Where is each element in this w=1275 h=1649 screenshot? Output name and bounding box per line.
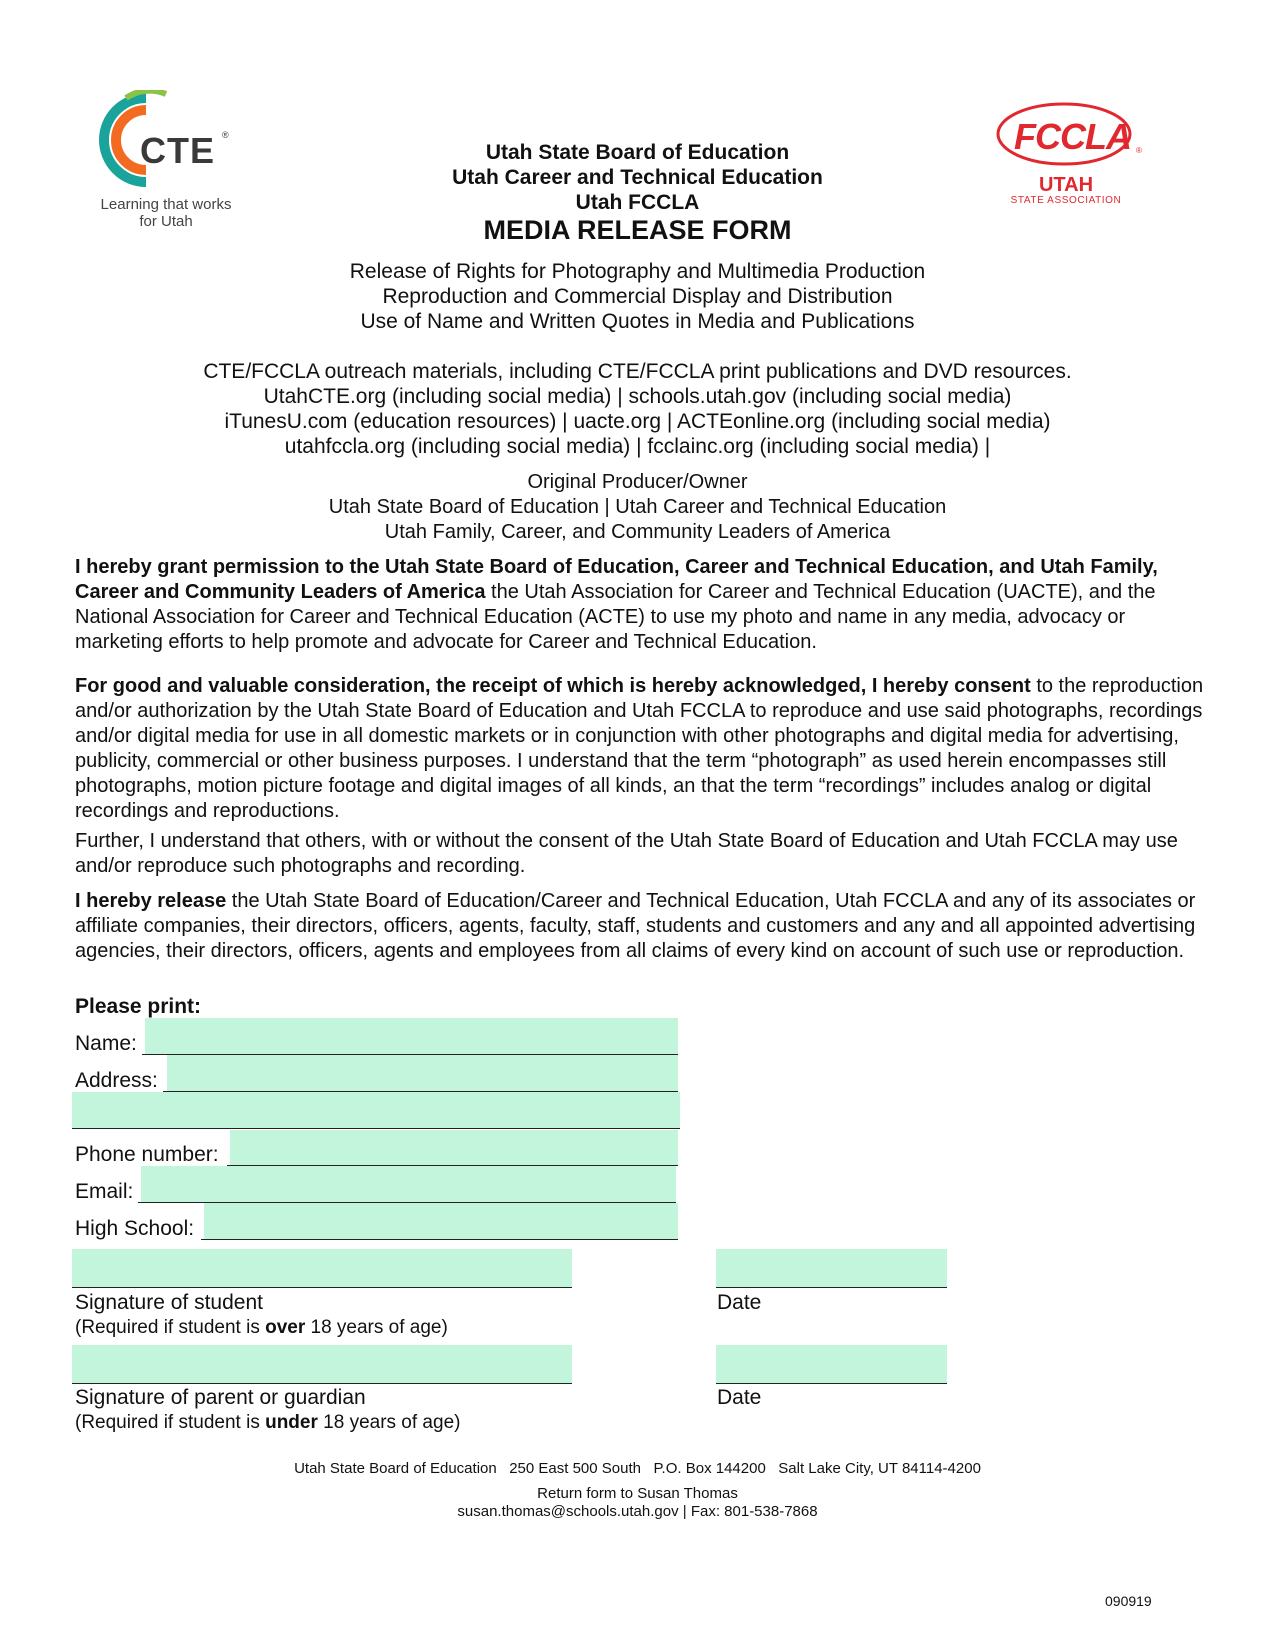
student-date-line	[716, 1287, 947, 1288]
footer-address: Utah State Board of Education 250 East 500 South P.O. Box 144200 Salt Lake City, UT 84114-4200	[294, 1460, 981, 1477]
paragraph-permission	[75, 555, 1205, 655]
org-line-3: Utah FCCLA	[575, 191, 700, 214]
parent-note-post: 18 years of age)	[317, 1412, 461, 1433]
cte-wordmark: CTE	[140, 130, 215, 171]
name-field[interactable]	[145, 1018, 678, 1054]
high-school-field[interactable]	[204, 1203, 678, 1239]
release-text: the Utah State Board of Education/Career and Technical Education, Utah FCCLA and any of its associates or affiliate companies, their directors, officers, agents, faculty, staff, students and customers and any and all appointed advertising agencies, their directors, officers, agents and employees from all claims of every kind on account of such use or reproduction.	[75, 890, 1196, 962]
page-title: MEDIA RELEASE FORM	[483, 215, 792, 245]
email-field[interactable]	[141, 1166, 676, 1202]
paragraph-release	[75, 889, 1205, 964]
parent-signature-note	[75, 1412, 460, 1434]
phone-label: Phone number:	[75, 1143, 219, 1166]
student-signature-field[interactable]	[72, 1249, 572, 1287]
student-signature-label: Signature of student	[75, 1291, 263, 1314]
parent-note-pre: (Required if student is	[75, 1412, 266, 1433]
consent-text: to the reproduction and/or authorization by the Utah State Board of Education and Utah FCCLA to reproduce and use said photographs, recordings and/or digital media for use in all domestic markets or in conjunction with other photographs and digital media for advertising, publicity, commercial or other business purposes. I understand that the term “photograph” as used herein encompasses still photographs, motion picture footage and digital images of all kinds, an that the term “recordings” includes analog or digital recordings and reproductions.	[75, 675, 1204, 822]
producer-line-2: Utah Family, Career, and Community Leaders of America	[384, 521, 891, 543]
outlet-line-3: iTunesU.com (education resources) | uacte.org | ACTEonline.org (including social media)	[224, 410, 1051, 433]
permission-bold: I hereby grant permission to the Utah State Board of Education, Career and Technical Education, and Utah Family, Career and Community Leaders of America	[75, 556, 1158, 603]
parent-signature-field[interactable]	[72, 1345, 572, 1383]
org-line-2: Utah Career and Technical Education	[452, 166, 823, 189]
release-line-3: Use of Name and Written Quotes in Media and Publications	[360, 310, 915, 333]
paragraph-consent	[75, 674, 1205, 824]
permission-text: the Utah Association for Career and Technical Education (UACTE), and the National Association for Career and Technical Education (ACTE) to use my photo and name in any media, advocacy or marketing efforts to help promote and advocate for Career and Technical Education.	[75, 581, 1156, 653]
footer-contact: susan.thomas@schools.utah.gov | Fax: 801-538-7868	[457, 1503, 818, 1520]
fccla-state: UTAH	[1038, 174, 1094, 196]
student-note-post: 18 years of age)	[305, 1317, 448, 1338]
form-code: 090919	[1105, 1593, 1152, 1609]
producer-heading: Original Producer/Owner	[527, 471, 748, 493]
student-signature-line	[72, 1287, 572, 1288]
producer-line-1: Utah State Board of Education | Utah Career and Technical Education	[328, 496, 947, 518]
fccla-association: STATE ASSOCIATION	[1010, 195, 1122, 206]
release-line-2: Reproduction and Commercial Display and Distribution	[382, 285, 893, 308]
outlet-line-1: CTE/FCCLA outreach materials, including CTE/FCCLA print publications and DVD resources.	[203, 360, 1072, 383]
org-line-1: Utah State Board of Education	[485, 141, 790, 164]
high-school-underline	[201, 1239, 678, 1240]
student-note-pre: (Required if student is	[75, 1317, 266, 1338]
high-school-label: High School:	[75, 1217, 195, 1240]
parent-date-field[interactable]	[716, 1345, 947, 1383]
student-date-label: Date	[717, 1291, 762, 1314]
outlet-line-4: utahfccla.org (including social media) | fcclainc.org (including social media) |	[284, 435, 991, 458]
name-label: Name:	[75, 1032, 137, 1055]
parent-signature-label: Signature of parent or guardian	[75, 1386, 366, 1409]
footer-return-to: Return form to Susan Thomas	[537, 1485, 738, 1502]
parent-signature-line	[72, 1383, 572, 1384]
email-label: Email:	[75, 1180, 134, 1203]
cte-tagline-line-1: Learning that works	[100, 196, 232, 213]
parent-note-bold: under	[265, 1412, 318, 1433]
consent-bold: For good and valuable consideration, the receipt of which is hereby acknowledged, I hereby consent	[75, 675, 1031, 697]
fccla-wordmark: FCCLA	[1014, 116, 1131, 157]
release-line-1: Release of Rights for Photography and Multimedia Production	[349, 260, 926, 283]
cte-tagline-line-2: for Utah	[139, 213, 193, 230]
student-note-bold: over	[265, 1317, 306, 1338]
address-field-line-2[interactable]	[72, 1092, 680, 1128]
phone-field[interactable]	[230, 1130, 678, 1166]
student-signature-note	[75, 1317, 448, 1339]
address-field-line-1[interactable]	[167, 1055, 678, 1091]
parent-date-line	[716, 1383, 947, 1384]
paragraph-further: Further, I understand that others, with or without the consent of the Utah State Board of Education and Utah FCCLA may use and/or reproduce such photographs and recording.	[75, 830, 1178, 877]
cte-registered-mark: ®	[222, 130, 229, 140]
address-underline-2	[72, 1128, 680, 1129]
release-bold: I hereby release	[75, 890, 227, 912]
parent-date-label: Date	[717, 1386, 762, 1409]
fccla-registered-mark: ®	[1136, 146, 1142, 155]
please-print-heading: Please print:	[75, 995, 202, 1018]
student-date-field[interactable]	[716, 1249, 947, 1287]
outlet-line-2: UtahCTE.org (including social media) | schools.utah.gov (including social media)	[263, 385, 1012, 408]
address-label: Address:	[75, 1069, 158, 1092]
